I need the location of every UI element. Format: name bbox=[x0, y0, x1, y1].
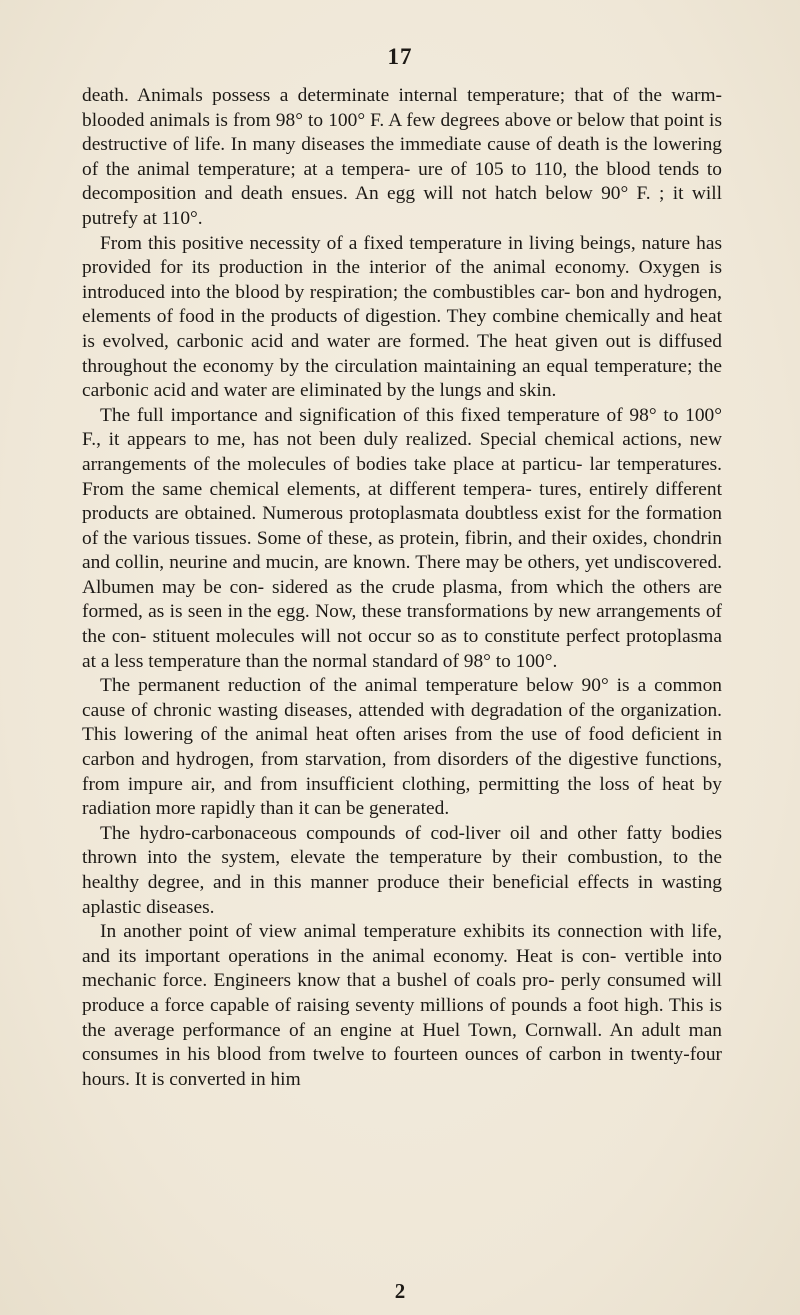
signature-mark: 2 bbox=[394, 1279, 406, 1303]
paragraph-fixed-temperature: From this positive necessity of a fixed temperature in living beings, nature has provided for its production in the interior of the animal economy. Oxygen is introduced into the blood by respiration; the combustibles car- bon and hydrogen, elements of food in the products of digestion. They combine chemically and heat is evolved, carbonic acid and water are formed. The heat given out is diffused throughout the economy by the circulation maintaining an equal temperature; the carbonic acid and water are eliminated by the lungs and skin. bbox=[82, 232, 722, 402]
paragraph-mechanic-force: In another point of view animal temperature exhibits its connection with life, and its important operations in the animal economy. Heat is con- vertible into mechanic force. Engineers know that a bushel of coals pro- perly consumed will produce a force capable of raising seventy millions of pounds a foot high. This is the average performance of an engine at Huel Town, Cornwall. An adult man consumes in his blood from twelve to fourteen ounces of carbon in twenty-four hours. It is converted in him bbox=[82, 921, 722, 1090]
body-text bbox=[82, 84, 722, 1092]
paragraph-cod-liver-oil: The hydro-carbonaceous compounds of cod-liver oil and other fatty bodies thrown into the system, elevate the temperature by their combustion, to the healthy degree, and in this manner produce their beneficial effects in wasting aplastic diseases. bbox=[82, 822, 722, 918]
paragraph-signification: The full importance and signification of this fixed temperature of 98° to 100° F., it appears to me, has not been duly realized. Special chemical actions, new arrangements of the molecules of bodies take place at particu- lar temperatures. From the same chemical elements, at different tempera- tures, entirely different products are obtained. Numerous protoplasmata doubtless exist for the formation of the various tissues. Some of these, as protein, fibrin, and their oxides, chondrin and collin, neurine and mucin, are known. There may be others, yet undiscovered. Albumen may be con- sidered as the crude plasma, from which the others are formed, as is seen in the egg. Now, these transformations by new arrangements of the con- stituent molecules will not occur so as to constitute perfect protoplasma at a less temperature than the normal standard of 98° to 100°. bbox=[82, 404, 722, 672]
page-number: 17 bbox=[387, 44, 413, 69]
paragraph-reduction: The permanent reduction of the animal temperature below 90° is a common cause of chronic wasting diseases, attended with degradation of the organization. This lowering of the animal heat often arises from the use of food deficient in carbon and hydrogen, from starvation, from disorders of the digestive functions, from impure air, and from insufficient clothing, permitting the loss of heat by radiation more rapidly than it can be generated. bbox=[82, 675, 722, 820]
paragraph-death: death. Animals possess a determinate internal temperature; that of the warm-blooded animals is from 98° to 100° F. A few degrees above or below that point is destructive of life. In many diseases the immediate cause of death is the lowering of the animal temperature; at a tempera- ure of 105 to 110, the blood tends to decomposition and death ensues. An egg will not hatch below 90° F. ; it will putrefy at 110°. bbox=[82, 85, 722, 229]
